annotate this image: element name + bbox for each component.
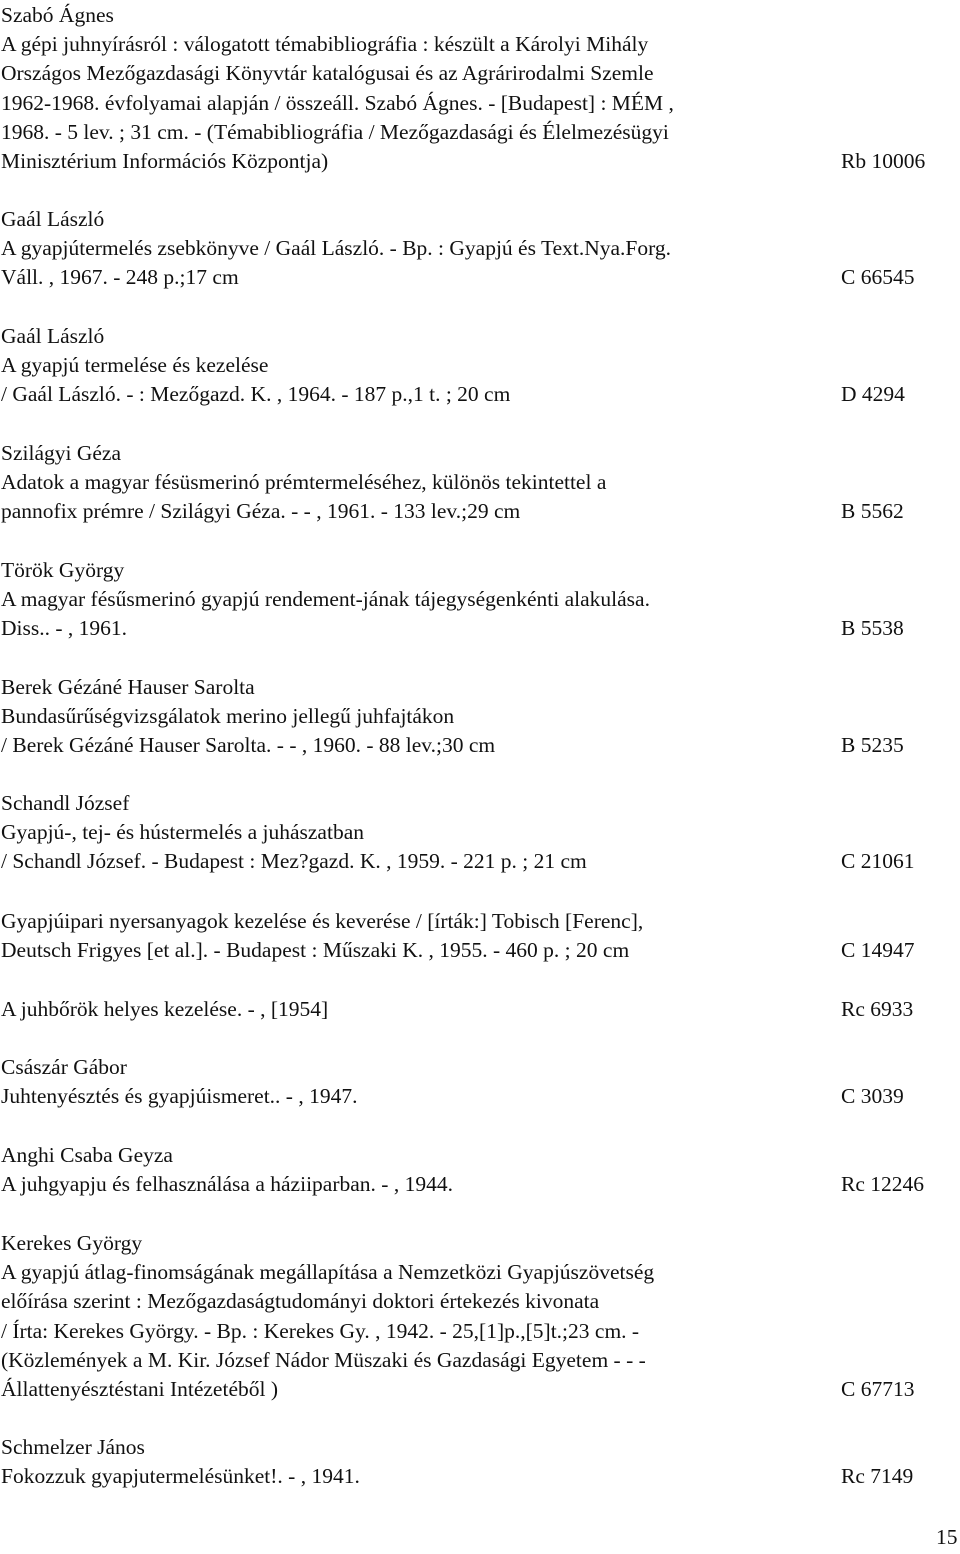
entry-line	[1, 731, 951, 760]
entry-line	[1, 380, 951, 409]
entry-line: 1968. - 5 lev. ; 31 cm. - (Témabibliográfia / Mezőgazdasági és Élelmezésügyi	[1, 119, 669, 144]
page-number: 15	[936, 1525, 958, 1549]
entry-line	[1, 847, 951, 876]
call-number: D 4294	[841, 382, 905, 407]
entry-line	[1, 1375, 951, 1404]
bibliography-entry	[1, 1229, 951, 1404]
call-number: B 5562	[841, 499, 904, 524]
entry-line-text: Minisztérium Információs Központja)	[1, 148, 329, 173]
entry-line: Török György	[1, 558, 125, 582]
call-number: Rc 12246	[841, 1172, 925, 1197]
entry-line: Adatok a magyar fésüsmerinó prémtermeléséhez, különös tekintettel a	[1, 470, 607, 495]
bibliography-entry	[1, 322, 951, 410]
entry-line: Gyapjúipari nyersanyagok kezelése és keverése / [írták:] Tobisch [Ferenc],	[1, 909, 644, 933]
entry-line-text: Juhtenyésztés és gyapjúismeret.. - , 1947.	[1, 1084, 358, 1109]
entry-line	[1, 147, 951, 176]
entry-line	[1, 936, 951, 965]
entry-line-text: pannofix prémre / Szilágyi Géza. - - , 1961. - 133 lev.;29 cm	[1, 499, 521, 524]
entry-line-text: Fokozzuk gyapjutermelésünket!. - , 1941.	[1, 1464, 360, 1489]
entry-line: A gyapjú termelése és kezelése	[1, 353, 269, 378]
call-number: C 66545	[841, 265, 915, 290]
entry-line: A gyapjú átlag-finomságának megállapítása a Nemzetközi Gyapjúszövetség	[1, 1260, 655, 1285]
entry-line	[1, 263, 951, 292]
entry-line-text: A juhgyapju és felhasználása a háziiparban. - , 1944.	[1, 1172, 453, 1197]
entry-line: Szabó Ágnes	[1, 3, 114, 27]
entry-line-text: / Gaál László. - : Mezőgazd. K. , 1964. - 187 p.,1 t. ; 20 cm	[1, 382, 511, 407]
call-number: Rc 6933	[841, 997, 914, 1021]
bibliography-entry	[1, 789, 951, 877]
entry-line: Bundasűrűségvizsgálatok merino jellegű juhfajtákon	[1, 704, 455, 729]
entry-line-text: Váll. , 1967. - 248 p.;17 cm	[1, 265, 239, 290]
bibliography-entry	[1, 556, 951, 644]
entry-line: előírása szerint : Mezőgazdaságtudományi doktori értekezés kivonata	[1, 1289, 600, 1314]
bibliography-entry	[1, 1141, 951, 1199]
entry-line: Gaál László	[1, 324, 105, 348]
entry-line: 1962-1968. évfolyamai alapján / összeáll. Szabó Ágnes. - [Budapest] : MÉM ,	[1, 90, 674, 115]
bibliography-entry	[1, 673, 951, 761]
call-number: C 21061	[841, 849, 915, 874]
call-number: C 3039	[841, 1084, 904, 1109]
bibliography-entry	[1, 1433, 951, 1491]
entry-line: / Írta: Kerekes György. - Bp. : Kerekes Gy. , 1942. - 25,[1]p.,[5]t.;23 cm. -	[1, 1318, 640, 1343]
entry-line: Szilágyi Géza	[1, 441, 121, 465]
call-number: C 67713	[841, 1376, 915, 1401]
bibliography-entry	[1, 205, 951, 293]
call-number: Rb 10006	[841, 148, 926, 173]
call-number: Rc 7149	[841, 1464, 914, 1489]
entry-line: Országos Mezőgazdasági Könyvtár katalógusai és az Agrárirodalmi Szemle	[1, 61, 654, 86]
bibliography-entry	[1, 1, 951, 176]
entry-line	[1, 1082, 951, 1111]
entry-line	[1, 1170, 951, 1199]
entry-line-text: A juhbőrök helyes kezelése. - , [1954]	[1, 997, 329, 1021]
entry-line-text: Deutsch Frigyes [et al.]. - Budapest : Műszaki K. , 1955. - 460 p. ; 20 cm	[1, 938, 630, 963]
entry-line: Kerekes György	[1, 1231, 143, 1255]
entry-line-text: Diss.. - , 1961.	[1, 616, 128, 641]
entry-line: Gyapjú-, tej- és hústermelés a juhászatban	[1, 820, 364, 845]
entry-line-text: Állattenyésztéstani Intézetéből )	[1, 1376, 278, 1401]
entry-line	[1, 995, 951, 1024]
entry-line-text: / Berek Gézáné Hauser Sarolta. - - , 1960. - 88 lev.;30 cm	[1, 733, 496, 758]
entry-line: A gyapjútermelés zsebkönyve / Gaál László. - Bp. : Gyapjú és Text.Nya.Forg.	[1, 236, 672, 261]
entry-line: (Közlemények a M. Kir. József Nádor Müszaki és Gazdasági Egyetem - - -	[1, 1347, 646, 1372]
entry-line	[1, 497, 951, 526]
entry-line: Schandl József	[1, 791, 130, 815]
entry-line: Berek Gézáné Hauser Sarolta	[1, 675, 255, 699]
bibliography-entry	[1, 907, 951, 965]
entry-line: Schmelzer János	[1, 1435, 145, 1459]
entry-line	[1, 614, 951, 643]
call-number: B 5538	[841, 616, 904, 641]
entry-line: A magyar fésűsmerinó gyapjú rendement-jának tájegységenkénti alakulása.	[1, 587, 650, 612]
entry-line: Gaál László	[1, 207, 105, 231]
entry-line: Anghi Csaba Geyza	[1, 1143, 173, 1167]
bibliography-entry	[1, 995, 951, 1024]
bibliography-entry	[1, 439, 951, 527]
entry-line: Császár Gábor	[1, 1055, 127, 1079]
entry-line	[1, 1462, 951, 1491]
bibliography-entry	[1, 1053, 951, 1111]
entry-line-text: / Schandl József. - Budapest : Mez?gazd. K. , 1959. - 221 p. ; 21 cm	[1, 849, 587, 874]
call-number: C 14947	[841, 938, 915, 963]
call-number: B 5235	[841, 733, 904, 758]
entry-line: A gépi juhnyírásról : válogatott témabibliográfia : készült a Károlyi Mihály	[1, 32, 649, 57]
